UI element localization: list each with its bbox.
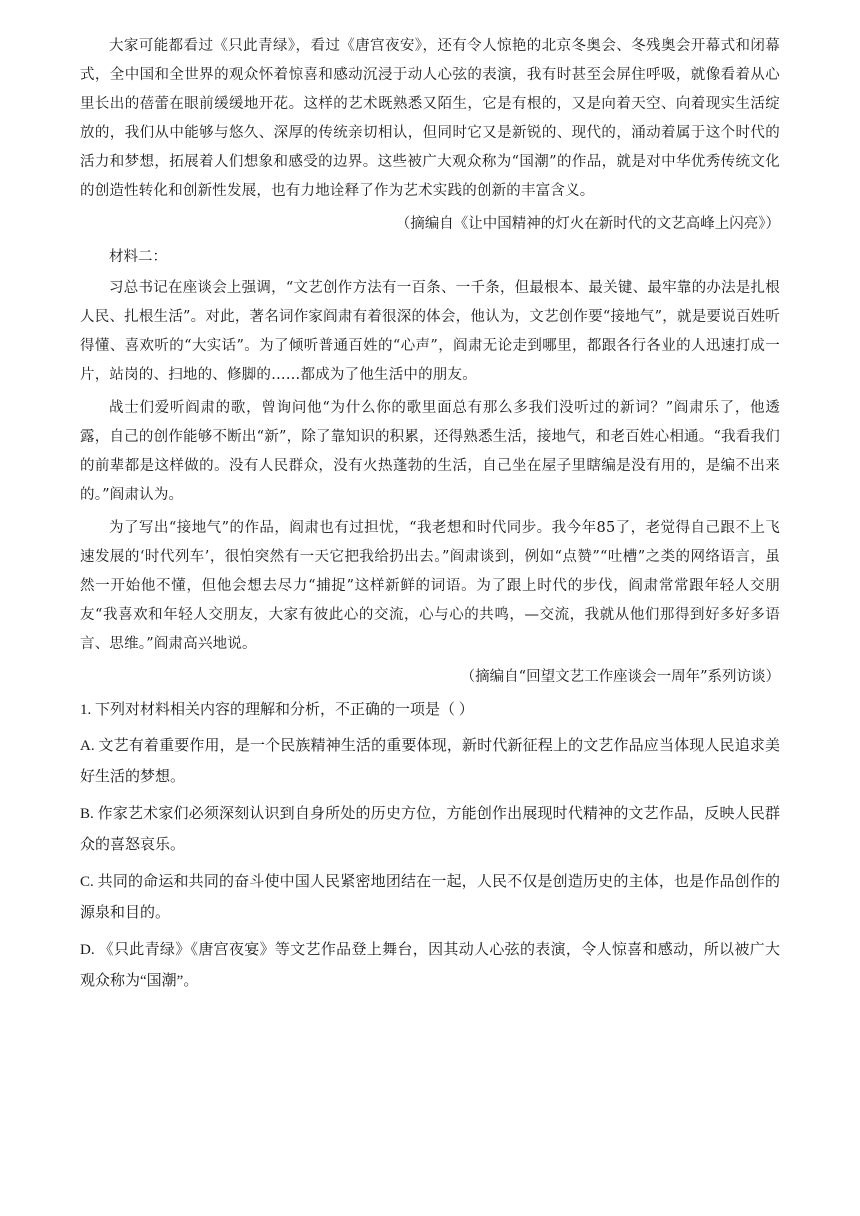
material-one-source: （摘编自《让中国精神的灯火在新时代的文艺高峰上闪亮》） xyxy=(395,216,780,232)
material-two-heading: 材料二： xyxy=(109,249,167,265)
material-two-paragraph-2: 战士们爱听阎肃的歌，曾询问他“为什么你的歌里面总有那么多我们没听过的新词？”阎肃乐了，他透露，自己的创作能够不断出“新”，除了靠知识的积累，还得熟悉生活，接地气，和老百姓心相通。“我看我们的前辈都是这样做的。没有人民群众，没有火热蓬勃的生活，自己坐在屋子里瞎编是没有用的，是编不出来的。”阎肃认为。 xyxy=(80,400,780,503)
option-a[interactable]: A. 文艺有着重要作用，是一个民族精神生活的重要体现，新时代新征程上的文艺作品应当体现人民追求美好生活的梦想。 xyxy=(80,738,780,785)
question-stem: 1. 下列对材料相关内容的理解和分析，不正确的一项是（ ） xyxy=(80,702,474,718)
option-b[interactable]: B. 作家艺术家们必须深刻认识到自身所处的历史方位，方能创作出展现时代精神的文艺作品，反映人民群众的喜怒哀乐。 xyxy=(80,806,780,853)
material-two-paragraph-3: 为了写出“接地气”的作品，阎肃也有过担忧，“我老想和时代同步。我今年85了，老觉得自己跟不上飞速发展的‘时代列车’，很怕突然有一天它把我给扔出去。”阎肃谈到，例如“点赞”“吐槽”之类的网络语言，虽然一开始他不懂，但他会想去尽力“捕捉”这样新鲜的词语。为了跟上时代的步伐，阎肃常常跟年轻人交朋友“我喜欢和年轻人交朋友，大家有彼此心的交流，心与心的共鸣，—交流，我就从他们那得到好多好多语言、思维。”阎肃高兴地说。 xyxy=(80,520,780,652)
material-two-source: （摘编自“回望文艺工作座谈会一周年”系列访谈） xyxy=(460,669,780,685)
material-two-paragraph-1: 习总书记在座谈会上强调，“文艺创作方法有一百条、一千条，但最根本、最关键、最牢靠的办法是扎根人民、扎根生活”。对此，著名词作家阎肃有着很深的体会，他认为，文艺创作要“接地气”，就是要说百姓听得懂、喜欢听的“大实话”。为了倾听普通百姓的“心声”，阎肃无论走到哪里，都跟各行各业的人迅速打成一片，站岗的、扫地的、修脚的……都成为了他生活中的朋友。 xyxy=(80,280,780,383)
option-d[interactable]: D. 《只此青绿》《唐宫夜宴》等文艺作品登上舞台，因其动人心弦的表演，令人惊喜和感动，所以被广大观众称为“国潮”。 xyxy=(80,942,780,989)
document-page xyxy=(80,32,780,997)
material-one-paragraph: 大家可能都看过《只此青绿》，看过《唐宫夜安》，还有令人惊艳的北京冬奥会、冬残奥会开幕式和闭幕式，全中国和全世界的观众怀着惊喜和感动沉浸于动人心弦的表演，我有时甚至会屏住呼吸，就像看着从心里长出的蓓蕾在眼前缓缓地开花。这样的艺术既熟悉又陌生，它是有根的，又是向着天空、向着现实生活绽放的，我们从中能够与悠久、深厚的传统亲切相认，但同时它又是新锐的、现代的，涌动着属于这个时代的活力和梦想，拓展着人们想象和感受的边界。这些被广大观众称为“国潮”的作品，就是对中华优秀传统文化的创造性转化和创新性发展，也有力地诠释了作为艺术实践的创新的丰富含义。 xyxy=(80,38,780,199)
option-c[interactable]: C. 共同的命运和共同的奋斗使中国人民紧密地团结在一起，人民不仅是创造历史的主体，也是作品创作的源泉和目的。 xyxy=(80,874,780,921)
